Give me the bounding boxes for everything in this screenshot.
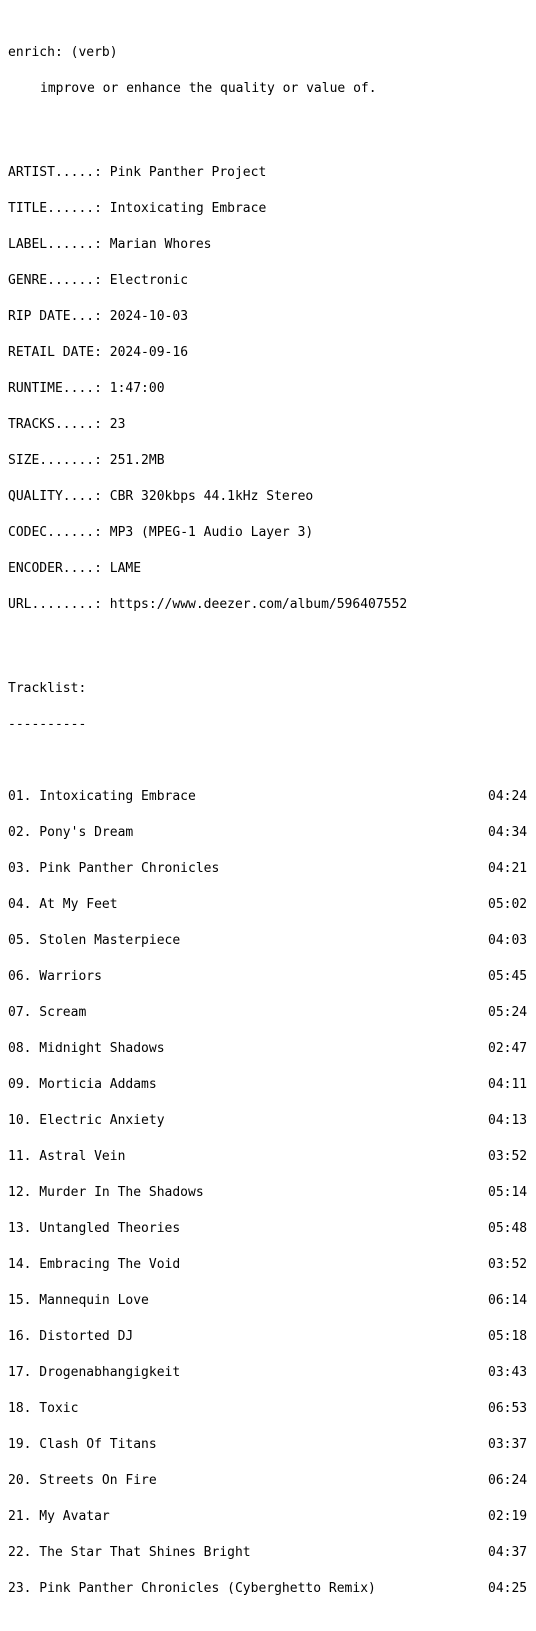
track-row (8, 1115, 528, 1127)
info-value: Marian Whores (109, 237, 212, 252)
track-duration: 03:37 (488, 1437, 528, 1452)
nfo-text-document (8, 23, 528, 1631)
track-title: 15. Mannequin Love (8, 1293, 149, 1308)
track-title: 02. Pony's Dream (8, 825, 134, 840)
track-title: 07. Scream (8, 1005, 87, 1020)
track-duration: 05:48 (488, 1221, 528, 1236)
info-key: TRACKS.....: (8, 417, 102, 432)
info-key: LABEL......: (8, 237, 102, 252)
info-value: Intoxicating Embrace (109, 201, 267, 216)
track-title: 21. My Avatar (8, 1509, 110, 1524)
track-title: 17. Drogenabhangigkeit (8, 1365, 181, 1380)
info-row-size (8, 455, 528, 467)
track-row (8, 1295, 528, 1307)
track-row (8, 1367, 528, 1379)
spacer (8, 647, 528, 659)
track-row (8, 791, 528, 803)
tracklist (8, 767, 528, 1619)
track-duration: 06:24 (488, 1473, 528, 1488)
info-key: GENRE......: (8, 273, 102, 288)
info-value: Pink Panther Project (109, 165, 267, 180)
track-duration: 02:19 (488, 1509, 528, 1524)
info-value: LAME (109, 561, 142, 576)
info-value: MP3 (MPEG-1 Audio Layer 3) (109, 525, 314, 540)
track-title: 10. Electric Anxiety (8, 1113, 165, 1128)
track-row (8, 971, 528, 983)
info-key: ENCODER....: (8, 561, 102, 576)
track-title: 18. Toxic (8, 1401, 79, 1416)
info-value: 2024-10-03 (109, 309, 189, 324)
track-duration: 04:24 (488, 789, 528, 804)
info-value: 251.2MB (109, 453, 165, 468)
track-title: 01. Intoxicating Embrace (8, 789, 196, 804)
track-duration: 04:37 (488, 1545, 528, 1560)
track-duration: 04:21 (488, 861, 528, 876)
track-duration: 03:52 (488, 1149, 528, 1164)
info-key: RIP DATE...: (8, 309, 102, 324)
track-title: 19. Clash Of Titans (8, 1437, 157, 1452)
track-duration: 05:02 (488, 897, 528, 912)
tracklist-heading: Tracklist: (8, 681, 87, 696)
track-title: 12. Murder In The Shadows (8, 1185, 204, 1200)
track-row (8, 1511, 528, 1523)
info-key: URL........: (8, 597, 102, 612)
info-value: CBR 320kbps 44.1kHz Stereo (109, 489, 314, 504)
info-row-artist (8, 167, 528, 179)
info-value: Electronic (109, 273, 189, 288)
spacer (8, 119, 528, 131)
track-row (8, 1583, 528, 1595)
info-value: 23 (109, 417, 126, 432)
track-duration: 05:18 (488, 1329, 528, 1344)
track-title: 08. Midnight Shadows (8, 1041, 165, 1056)
info-row-url (8, 599, 528, 611)
track-row (8, 1547, 528, 1559)
track-row (8, 935, 528, 947)
info-row-codec (8, 527, 528, 539)
track-row (8, 1151, 528, 1163)
track-duration: 03:43 (488, 1365, 528, 1380)
info-key: ARTIST.....: (8, 165, 102, 180)
track-duration: 04:34 (488, 825, 528, 840)
track-duration: 06:53 (488, 1401, 528, 1416)
track-title: 06. Warriors (8, 969, 102, 984)
info-row-runtime (8, 383, 528, 395)
track-title: 22. The Star That Shines Bright (8, 1545, 251, 1560)
info-value: 1:47:00 (109, 381, 165, 396)
track-duration: 03:52 (488, 1257, 528, 1272)
info-row-label (8, 239, 528, 251)
track-row (8, 863, 528, 875)
definition-word: enrich: (verb) (8, 45, 118, 60)
tracklist-underline: ---------- (8, 717, 87, 732)
info-value: 2024-09-16 (109, 345, 189, 360)
track-title: 05. Stolen Masterpiece (8, 933, 181, 948)
track-duration: 05:24 (488, 1005, 528, 1020)
track-row (8, 1475, 528, 1487)
info-key: QUALITY....: (8, 489, 102, 504)
track-duration: 04:11 (488, 1077, 528, 1092)
track-row (8, 1331, 528, 1343)
track-title: 03. Pink Panther Chronicles (8, 861, 220, 876)
track-duration: 05:14 (488, 1185, 528, 1200)
track-title: 09. Morticia Addams (8, 1077, 157, 1092)
track-title: 16. Distorted DJ (8, 1329, 134, 1344)
track-row (8, 1439, 528, 1451)
track-row (8, 1259, 528, 1271)
track-title: 04. At My Feet (8, 897, 118, 912)
track-title: 14. Embracing The Void (8, 1257, 181, 1272)
info-key: TITLE......: (8, 201, 102, 216)
track-duration: 05:45 (488, 969, 528, 984)
track-duration: 06:14 (488, 1293, 528, 1308)
track-row (8, 899, 528, 911)
track-row (8, 1223, 528, 1235)
info-key: RUNTIME....: (8, 381, 102, 396)
info-row-quality (8, 491, 528, 503)
info-row-genre (8, 275, 528, 287)
info-row-tracks (8, 419, 528, 431)
info-row-encoder (8, 563, 528, 575)
track-row (8, 1403, 528, 1415)
track-duration: 02:47 (488, 1041, 528, 1056)
track-title: 13. Untangled Theories (8, 1221, 181, 1236)
track-title: 23. Pink Panther Chronicles (Cyberghetto Remix) (8, 1581, 376, 1596)
info-key: SIZE.......: (8, 453, 102, 468)
info-key: RETAIL DATE: (8, 345, 102, 360)
info-key: CODEC......: (8, 525, 102, 540)
track-row (8, 1043, 528, 1055)
track-duration: 04:25 (488, 1581, 528, 1596)
track-row (8, 1079, 528, 1091)
info-value: https://www.deezer.com/album/596407552 (109, 597, 408, 612)
track-title: 11. Astral Vein (8, 1149, 126, 1164)
definition-text: improve or enhance the quality or value of. (40, 81, 377, 96)
track-row (8, 1007, 528, 1019)
info-row-title (8, 203, 528, 215)
track-row (8, 1187, 528, 1199)
info-row-retail-date (8, 347, 528, 359)
track-duration: 04:03 (488, 933, 528, 948)
track-duration: 04:13 (488, 1113, 528, 1128)
track-title: 20. Streets On Fire (8, 1473, 157, 1488)
info-row-rip-date (8, 311, 528, 323)
track-row (8, 827, 528, 839)
